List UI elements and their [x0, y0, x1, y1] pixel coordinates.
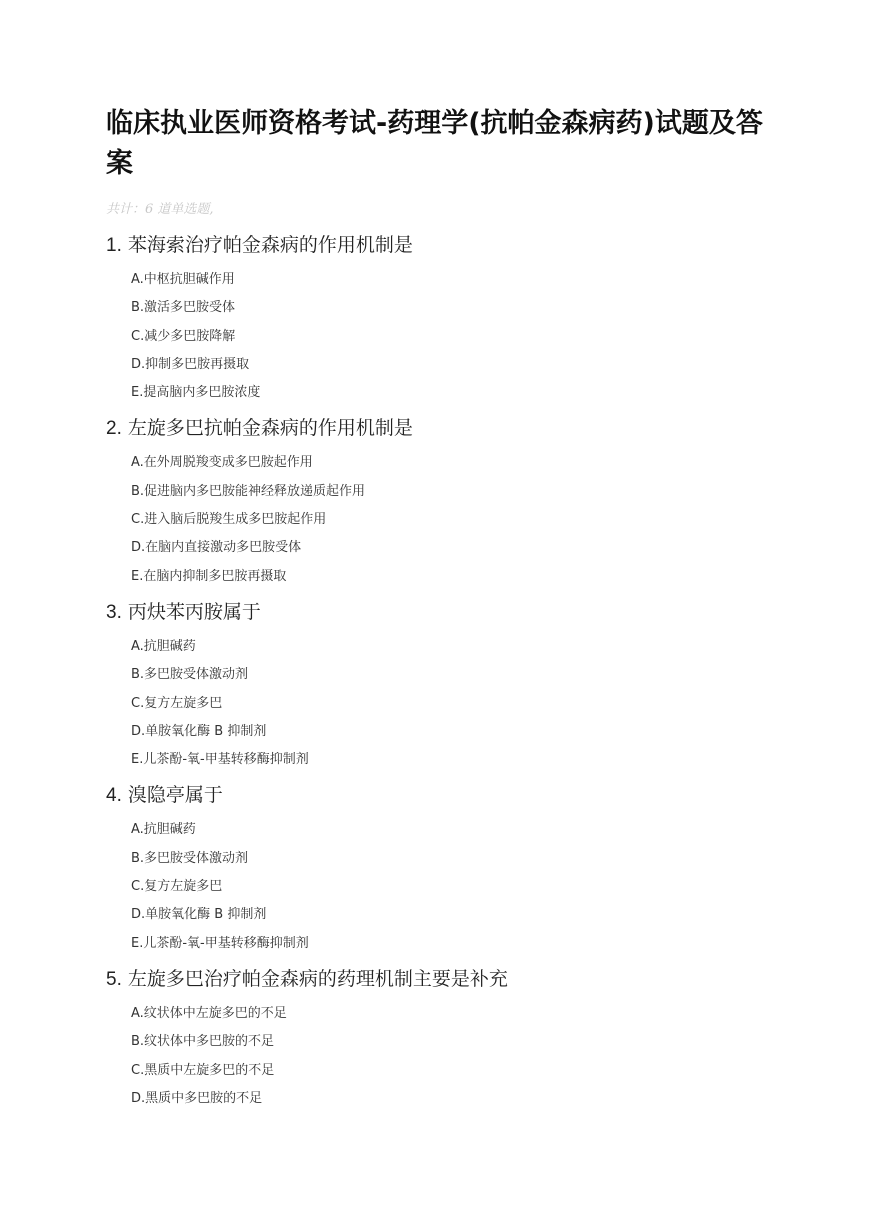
option-list [106, 266, 806, 407]
answer-option: C.复方左旋多巴 [131, 695, 223, 711]
question-item [106, 964, 806, 1113]
answer-option: C.黑质中左旋多巴的不足 [131, 1062, 275, 1078]
answer-option: D.黑质中多巴胺的不足 [131, 1090, 263, 1106]
question-item [106, 230, 806, 407]
answer-option: B.激活多巴胺受体 [131, 300, 236, 316]
answer-option: E.儿茶酚-氧-甲基转移酶抑制剂 [131, 752, 309, 768]
question-title [106, 597, 806, 627]
answer-option: A.中枢抗胆碱作用 [131, 272, 235, 287]
answer-option: A.纹状体中左旋多巴的不足 [131, 1005, 287, 1021]
question-title [106, 230, 806, 260]
answer-option: E.在脑内抑制多巴胺再摄取 [131, 568, 287, 584]
question-title [106, 413, 806, 443]
answer-option: C.复方左旋多巴 [131, 879, 223, 895]
question-number: 4. [106, 785, 122, 807]
question-list [106, 230, 806, 1119]
question-title [106, 780, 806, 810]
answer-option: A.在外周脱羧变成多巴胺起作用 [131, 455, 313, 471]
question-number: 5. [106, 968, 122, 990]
question-text: 左旋多巴抗帕金森病的作用机制是 [127, 417, 413, 440]
answer-option: D.抑制多巴胺再摄取 [131, 356, 250, 372]
question-item [106, 413, 806, 590]
answer-option: D.单胺氧化酶 B 抑制剂 [131, 723, 267, 739]
answer-option: B.多巴胺受体激动剂 [131, 850, 249, 866]
question-summary: 共计：6 道单选题, [106, 202, 214, 217]
answer-option: D.在脑内直接激动多巴胺受体 [131, 540, 302, 556]
question-number: 3. [106, 601, 122, 623]
option-list [106, 1000, 806, 1113]
question-number: 2. [106, 418, 122, 440]
answer-option: B.多巴胺受体激动剂 [131, 667, 249, 683]
answer-option: A.抗胆碱药 [131, 822, 196, 838]
option-list [106, 633, 806, 774]
answer-option: C.进入脑后脱羧生成多巴胺起作用 [131, 512, 327, 528]
answer-option: A.抗胆碱药 [131, 638, 196, 654]
question-text: 苯海索治疗帕金森病的作用机制是 [127, 234, 413, 256]
option-list [106, 816, 806, 957]
question-title [106, 964, 806, 994]
question-item [106, 780, 806, 957]
question-item [106, 597, 806, 774]
answer-option: B.纹状体中多巴胺的不足 [131, 1034, 275, 1050]
question-number: 1. [106, 235, 122, 256]
option-list [106, 449, 806, 590]
answer-option: C.减少多巴胺降解 [131, 328, 236, 344]
answer-option: E.提高脑内多巴胺浓度 [131, 385, 261, 401]
answer-option: D.单胺氧化酶 B 抑制剂 [131, 907, 267, 923]
question-text: 左旋多巴治疗帕金森病的药理机制主要是补充 [127, 967, 508, 990]
answer-option: B.促进脑内多巴胺能神经释放递质起作用 [131, 483, 366, 499]
question-text: 溴隐亭属于 [127, 784, 223, 807]
answer-option: E.儿茶酚-氧-甲基转移酶抑制剂 [131, 935, 309, 951]
question-text: 丙炔苯丙胺属于 [127, 600, 261, 623]
document-title: 临床执业医师资格考试-药理学(抗帕金森病药)试题及答案 [106, 108, 763, 179]
